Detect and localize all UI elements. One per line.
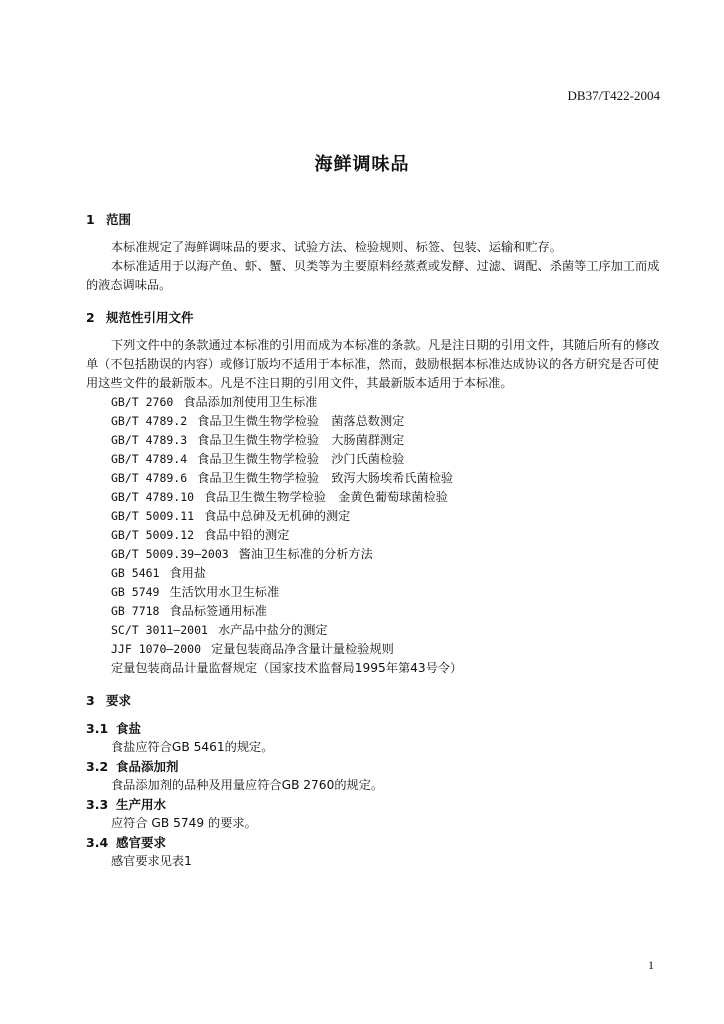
- subsection-number: 3.3: [86, 797, 109, 812]
- reference-code: GB/T 5009.11: [111, 509, 195, 523]
- reference-title: 生活饮用水卫生标准: [169, 585, 280, 599]
- paragraph: 食品添加剂的品种及用量应符合GB 2760的规定。: [111, 778, 384, 792]
- reference-title: 酱油卫生标准的分析方法: [238, 547, 373, 561]
- section-number: 2: [86, 310, 95, 325]
- reference-code: GB 7718: [111, 604, 160, 618]
- subsection-heading: [86, 757, 666, 776]
- reference-item: [86, 431, 666, 450]
- reference-code: GB/T 5009.39—2003: [111, 547, 229, 561]
- reference-title: 食品卫生微生物学检验 大肠菌群测定: [197, 433, 405, 447]
- reference-item: [86, 488, 666, 507]
- paragraph: 食盐应符合GB 5461的规定。: [111, 740, 274, 754]
- subsection-number: 3.4: [86, 835, 109, 850]
- subsection-title: 感官要求: [116, 835, 167, 850]
- reference-item: [86, 526, 666, 545]
- reference-code: GB/T 2760: [111, 395, 174, 409]
- reference-code: JJF 1070—2000: [111, 642, 202, 656]
- reference-title: 食品标签通用标准: [169, 604, 267, 618]
- reference-item: [86, 450, 666, 469]
- subsection-heading: [86, 795, 666, 814]
- reference-title: 食用盐: [169, 566, 207, 580]
- paragraph: 应符合 GB 5749 的要求。: [111, 816, 257, 830]
- reference-code: GB/T 4789.4: [111, 452, 188, 466]
- subsection-heading: [86, 719, 666, 738]
- section-number: 3: [86, 693, 95, 708]
- paragraph: 下列文件中的条款通过本标准的引用而成为本标准的条款。凡是注日期的引用文件，其随后所有的修改单（不包括勘误的内容）或修订版均不适用于本标准，然而，鼓励根据本标准达成协议的各方研究是否可使用这些文件的最新版本。凡是不注日期的引用文件，其最新版本适用于本标准。: [86, 338, 660, 390]
- reference-title: 食品卫生微生物学检验 金黄色葡萄球菌检验: [204, 490, 448, 504]
- reference-code: GB 5461: [111, 566, 160, 580]
- page-number: 1: [648, 958, 654, 972]
- document-title: 海鲜调味品: [314, 154, 410, 175]
- reference-item: [86, 640, 666, 659]
- reference-item: [86, 583, 666, 602]
- reference-code: GB 5749: [111, 585, 160, 599]
- reference-title: 水产品中盐分的测定: [217, 623, 328, 637]
- reference-title: 食品中总砷及无机砷的测定: [204, 509, 351, 523]
- reference-item: [86, 393, 666, 412]
- standard-code: DB37/T422-2004: [567, 88, 660, 103]
- reference-code: GB/T 5009.12: [111, 528, 195, 542]
- reference-code: GB/T 4789.10: [111, 490, 195, 504]
- reference-item: [86, 564, 666, 583]
- reference-title: 食品卫生微生物学检验 菌落总数测定: [197, 414, 405, 428]
- reference-item: 定量包装商品计量监督规定（国家技术监督局1995年第43号令）: [111, 661, 463, 675]
- reference-list: [86, 393, 666, 659]
- reference-code: GB/T 4789.3: [111, 433, 188, 447]
- subsection-number: 3.1: [86, 721, 109, 736]
- reference-code: SC/T 3011—2001: [111, 623, 208, 637]
- reference-title: 定量包装商品净含量计量检验规则: [211, 642, 394, 656]
- section-heading-requirements: [86, 691, 666, 710]
- reference-code: GB/T 4789.2: [111, 414, 188, 428]
- paragraph: 感官要求见表1: [111, 854, 192, 868]
- reference-item: [86, 412, 666, 431]
- section-heading-normative-references: [86, 308, 666, 327]
- reference-code: GB/T 4789.6: [111, 471, 188, 485]
- section-title: 范围: [106, 212, 132, 227]
- section-number: 1: [86, 212, 95, 227]
- reference-title: 食品卫生微生物学检验 致泻大肠埃希氏菌检验: [197, 471, 454, 485]
- reference-item: [86, 545, 666, 564]
- reference-title: 食品添加剂使用卫生标准: [183, 395, 318, 409]
- subsection-number: 3.2: [86, 759, 109, 774]
- reference-item: [86, 469, 666, 488]
- document-body: [86, 210, 666, 871]
- subsection-title: 食盐: [116, 721, 142, 736]
- paragraph: 本标准规定了海鲜调味品的要求、试验方法、检验规则、标签、包装、运输和贮存。: [111, 240, 562, 254]
- subsection-heading: [86, 833, 666, 852]
- section-title: 规范性引用文件: [106, 310, 194, 325]
- reference-item: [86, 507, 666, 526]
- subsection-title: 食品添加剂: [116, 759, 179, 774]
- subsection-title: 生产用水: [116, 797, 167, 812]
- section-heading-scope: [86, 210, 666, 229]
- reference-title: 食品中铅的测定: [204, 528, 290, 542]
- reference-item: [86, 602, 666, 621]
- reference-item: [86, 621, 666, 640]
- reference-title: 食品卫生微生物学检验 沙门氏菌检验: [197, 452, 405, 466]
- section-title: 要求: [106, 693, 132, 708]
- paragraph: 本标准适用于以海产鱼、虾、蟹、贝类等为主要原料经蒸煮或发酵、过滤、调配、杀菌等工序加工而成的液态调味品。: [86, 259, 660, 292]
